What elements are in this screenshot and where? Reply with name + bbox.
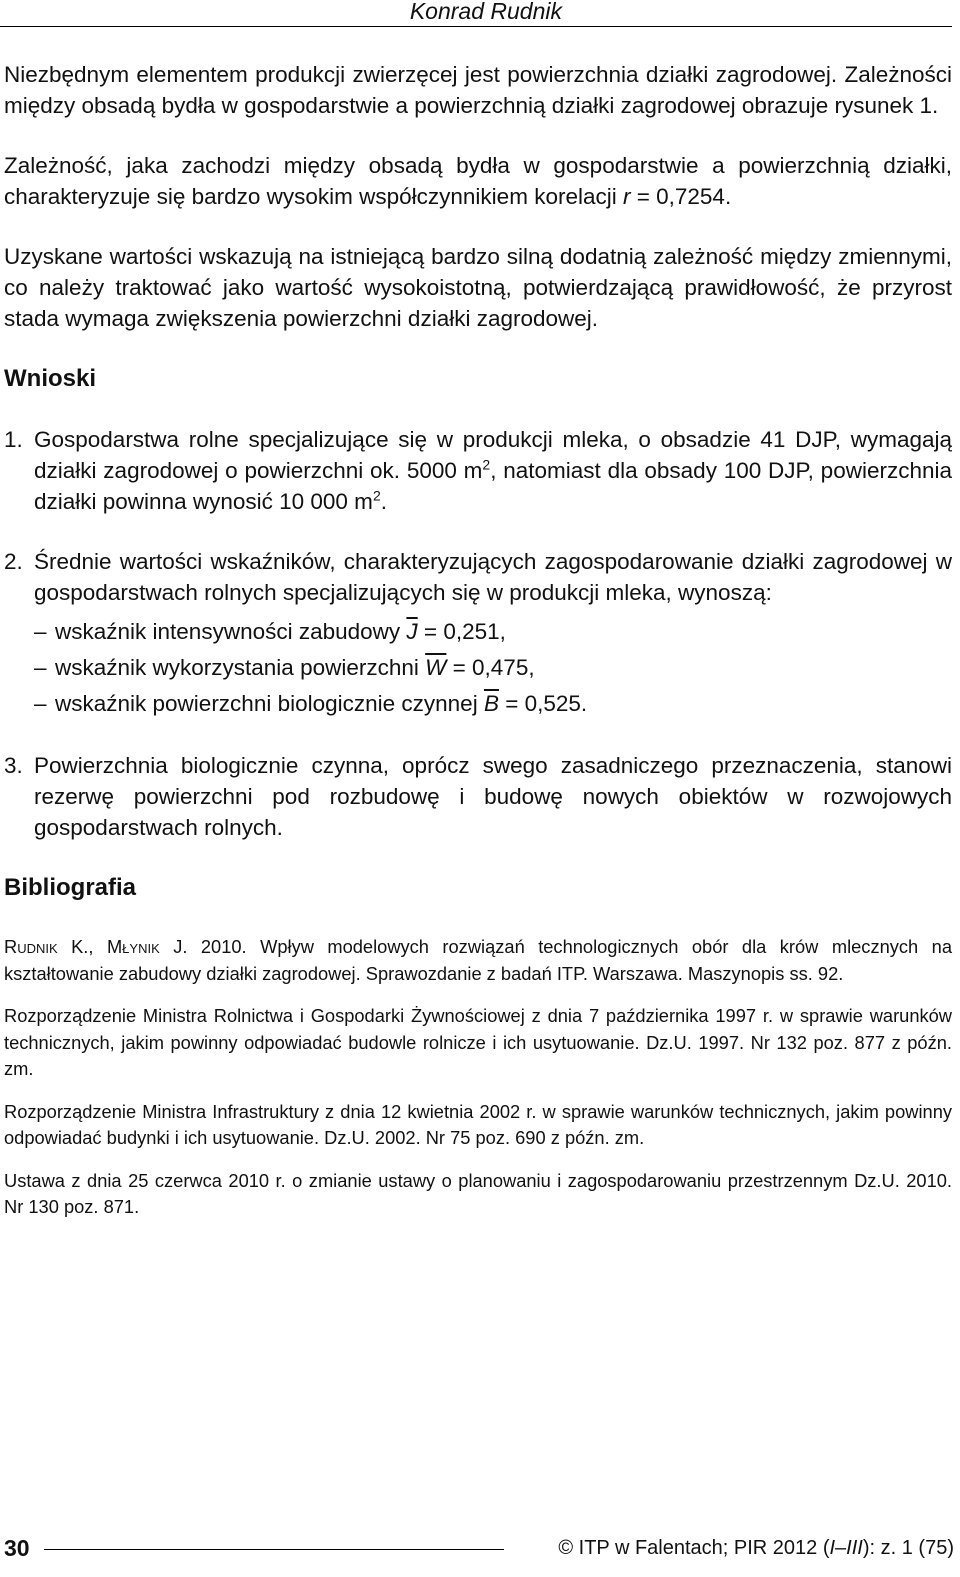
list-item xyxy=(34,685,952,721)
bibliography-entry: Ustawa z dnia 25 czerwca 2010 r. o zmianie ustawy o planowaniu i zagospodarowaniu przestrzennym Dz.U. 2010. Nr 130 poz. 871. xyxy=(4,1169,952,1217)
header-author: Konrad Rudnik xyxy=(409,0,562,24)
bib-author: Rudnik K. xyxy=(4,936,89,957)
conclusion-number: 2. xyxy=(4,549,23,574)
heading-conclusions: Wnioski xyxy=(4,365,97,392)
page-content xyxy=(4,59,952,1237)
conclusion-text xyxy=(34,546,952,721)
conclusion-number: 3. xyxy=(4,753,23,778)
running-header xyxy=(0,0,952,27)
list-item xyxy=(34,613,952,649)
conclusion-2-intro: Średnie wartości wskaźników, charakteryzujących zagospodarowanie działki zagrodowej w gospodarstwach rolnych specjalizujących się w produkcji mleka, wynoszą: xyxy=(34,549,952,605)
journal-citation xyxy=(558,1537,954,1560)
indicator-symbol: $\overline{B}$ xyxy=(483,690,499,716)
conclusion-number: 1. xyxy=(4,427,23,452)
indicator-name: wskaźnik intensywności zabudowy xyxy=(55,618,407,644)
indicator-value: = 0,251, xyxy=(417,618,506,644)
indicator-symbol: $\overline{W}$ xyxy=(425,654,447,680)
bibliography-entry xyxy=(4,934,952,987)
indicator-label xyxy=(55,616,506,647)
indicator-label xyxy=(55,652,535,683)
journal-citation-a: © ITP w Falentach; PIR 2012 ( xyxy=(558,1537,830,1559)
journal-citation-c: ): z. 1 (75) xyxy=(862,1537,954,1559)
bibliography-entry: Rozporządzenie Ministra Infrastruktury z dnia 12 kwietnia 2002 r. w sprawie warunków technicznych, jakim powinny odpowiadać budynki i ich usytuowanie. Dz.U. 2002. Nr 75 poz. 690 z późn. zm. xyxy=(4,1100,952,1148)
indicator-name: wskaźnik powierzchni biologicznie czynnej xyxy=(55,690,484,716)
dash-bullet: – xyxy=(34,690,47,716)
indicator-value: = 0,475, xyxy=(446,654,535,680)
correlation-symbol: r xyxy=(622,184,631,209)
paragraph-plot-area: Niezbędnym elementem produkcji zwierzęcej jest powierzchnia działki zagrodowej. Zależności między obsadą bydła w gospodarstwie a powierzchnią działki zagrodowej obrazuje rysunek 1. xyxy=(4,62,952,118)
conclusion-text: Powierzchnia biologicznie czynna, oprócz swego zasadniczego przeznaczenia, stanowi rezerwę powierzchni pod rozbudowę i budowę nowych obiektów w rozwojowych gospodarstwach rolnych. xyxy=(34,753,952,840)
list-item xyxy=(34,649,952,685)
conclusion-2 xyxy=(4,546,952,721)
indicator-list xyxy=(34,613,952,721)
bibliography-entry: Rozporządzenie Ministra Rolnictwa i Gospodarki Żywnościowej z dnia 7 października 1997 r. w sprawie warunków technicznych, jakim powinny odpowiadać budowle rolnicze i ich usytuowanie. Dz.U. 1997. Nr 132 poz. 877 z późn. zm. xyxy=(4,1005,952,1079)
dash-bullet: – xyxy=(34,618,47,644)
bib-text: 2010. Wpływ modelowych rozwiązań technologicznych obór dla krów mlecznych na kształtowanie zabudowy działki zagrodowej. Sprawozdanie z badań ITP. Warszawa. Maszynopis ss. 92. xyxy=(4,936,952,984)
footer-rule xyxy=(44,1549,504,1550)
conclusion-1-part-b: , natomiast dla obsady 100 DJP, powierzchnia działki powinna wynosić 10 000 m xyxy=(34,458,953,514)
page-number: 30 xyxy=(4,1535,30,1561)
page-footer xyxy=(0,1533,960,1569)
correlation-value: = 0,7254. xyxy=(630,184,732,209)
indicator-name: wskaźnik wykorzystania powierzchni xyxy=(55,654,426,680)
conclusion-1-part-a: Gospodarstwa rolne specjalizujące się w produkcji mleka, o obsadzie 41 DJP, wymagają działki zagrodowej o powierzchni ok. 5000 m xyxy=(34,427,952,483)
bibliography-list xyxy=(4,934,952,1221)
journal-citation-issue: I–III xyxy=(829,1537,863,1559)
conclusion-3 xyxy=(4,750,952,843)
paragraph-interpretation: Uzyskane wartości wskazują na istniejącą bardzo silną dodatnią zależność między zmiennymi, co należy traktować jako wartość wysokoistotną, potwierdzającą prawidłowość, że przyrost stada wymaga zwiększenia powierzchni działki zagrodowej. xyxy=(4,244,952,331)
indicator-label xyxy=(55,688,587,719)
superscript: 2 xyxy=(482,456,491,473)
indicator-symbol: $\overline{J}$ xyxy=(406,618,418,644)
conclusion-1-part-c: . xyxy=(380,489,387,514)
paragraph-correlation xyxy=(4,150,952,212)
dash-bullet: – xyxy=(34,654,47,680)
conclusion-text xyxy=(34,424,952,517)
bib-author: Młynik J. xyxy=(106,936,188,957)
conclusion-1 xyxy=(4,424,952,517)
correlation-text: Zależność, jaka zachodzi między obsadą bydła w gospodarstwie a powierzchnią działki, charakteryzuje się bardzo wysokim współczynnikiem korelacji xyxy=(4,153,952,209)
superscript: 2 xyxy=(372,487,381,504)
bib-separator: , xyxy=(88,936,107,957)
heading-bibliography: Bibliografia xyxy=(4,874,137,901)
indicator-value: = 0,525. xyxy=(498,690,588,716)
